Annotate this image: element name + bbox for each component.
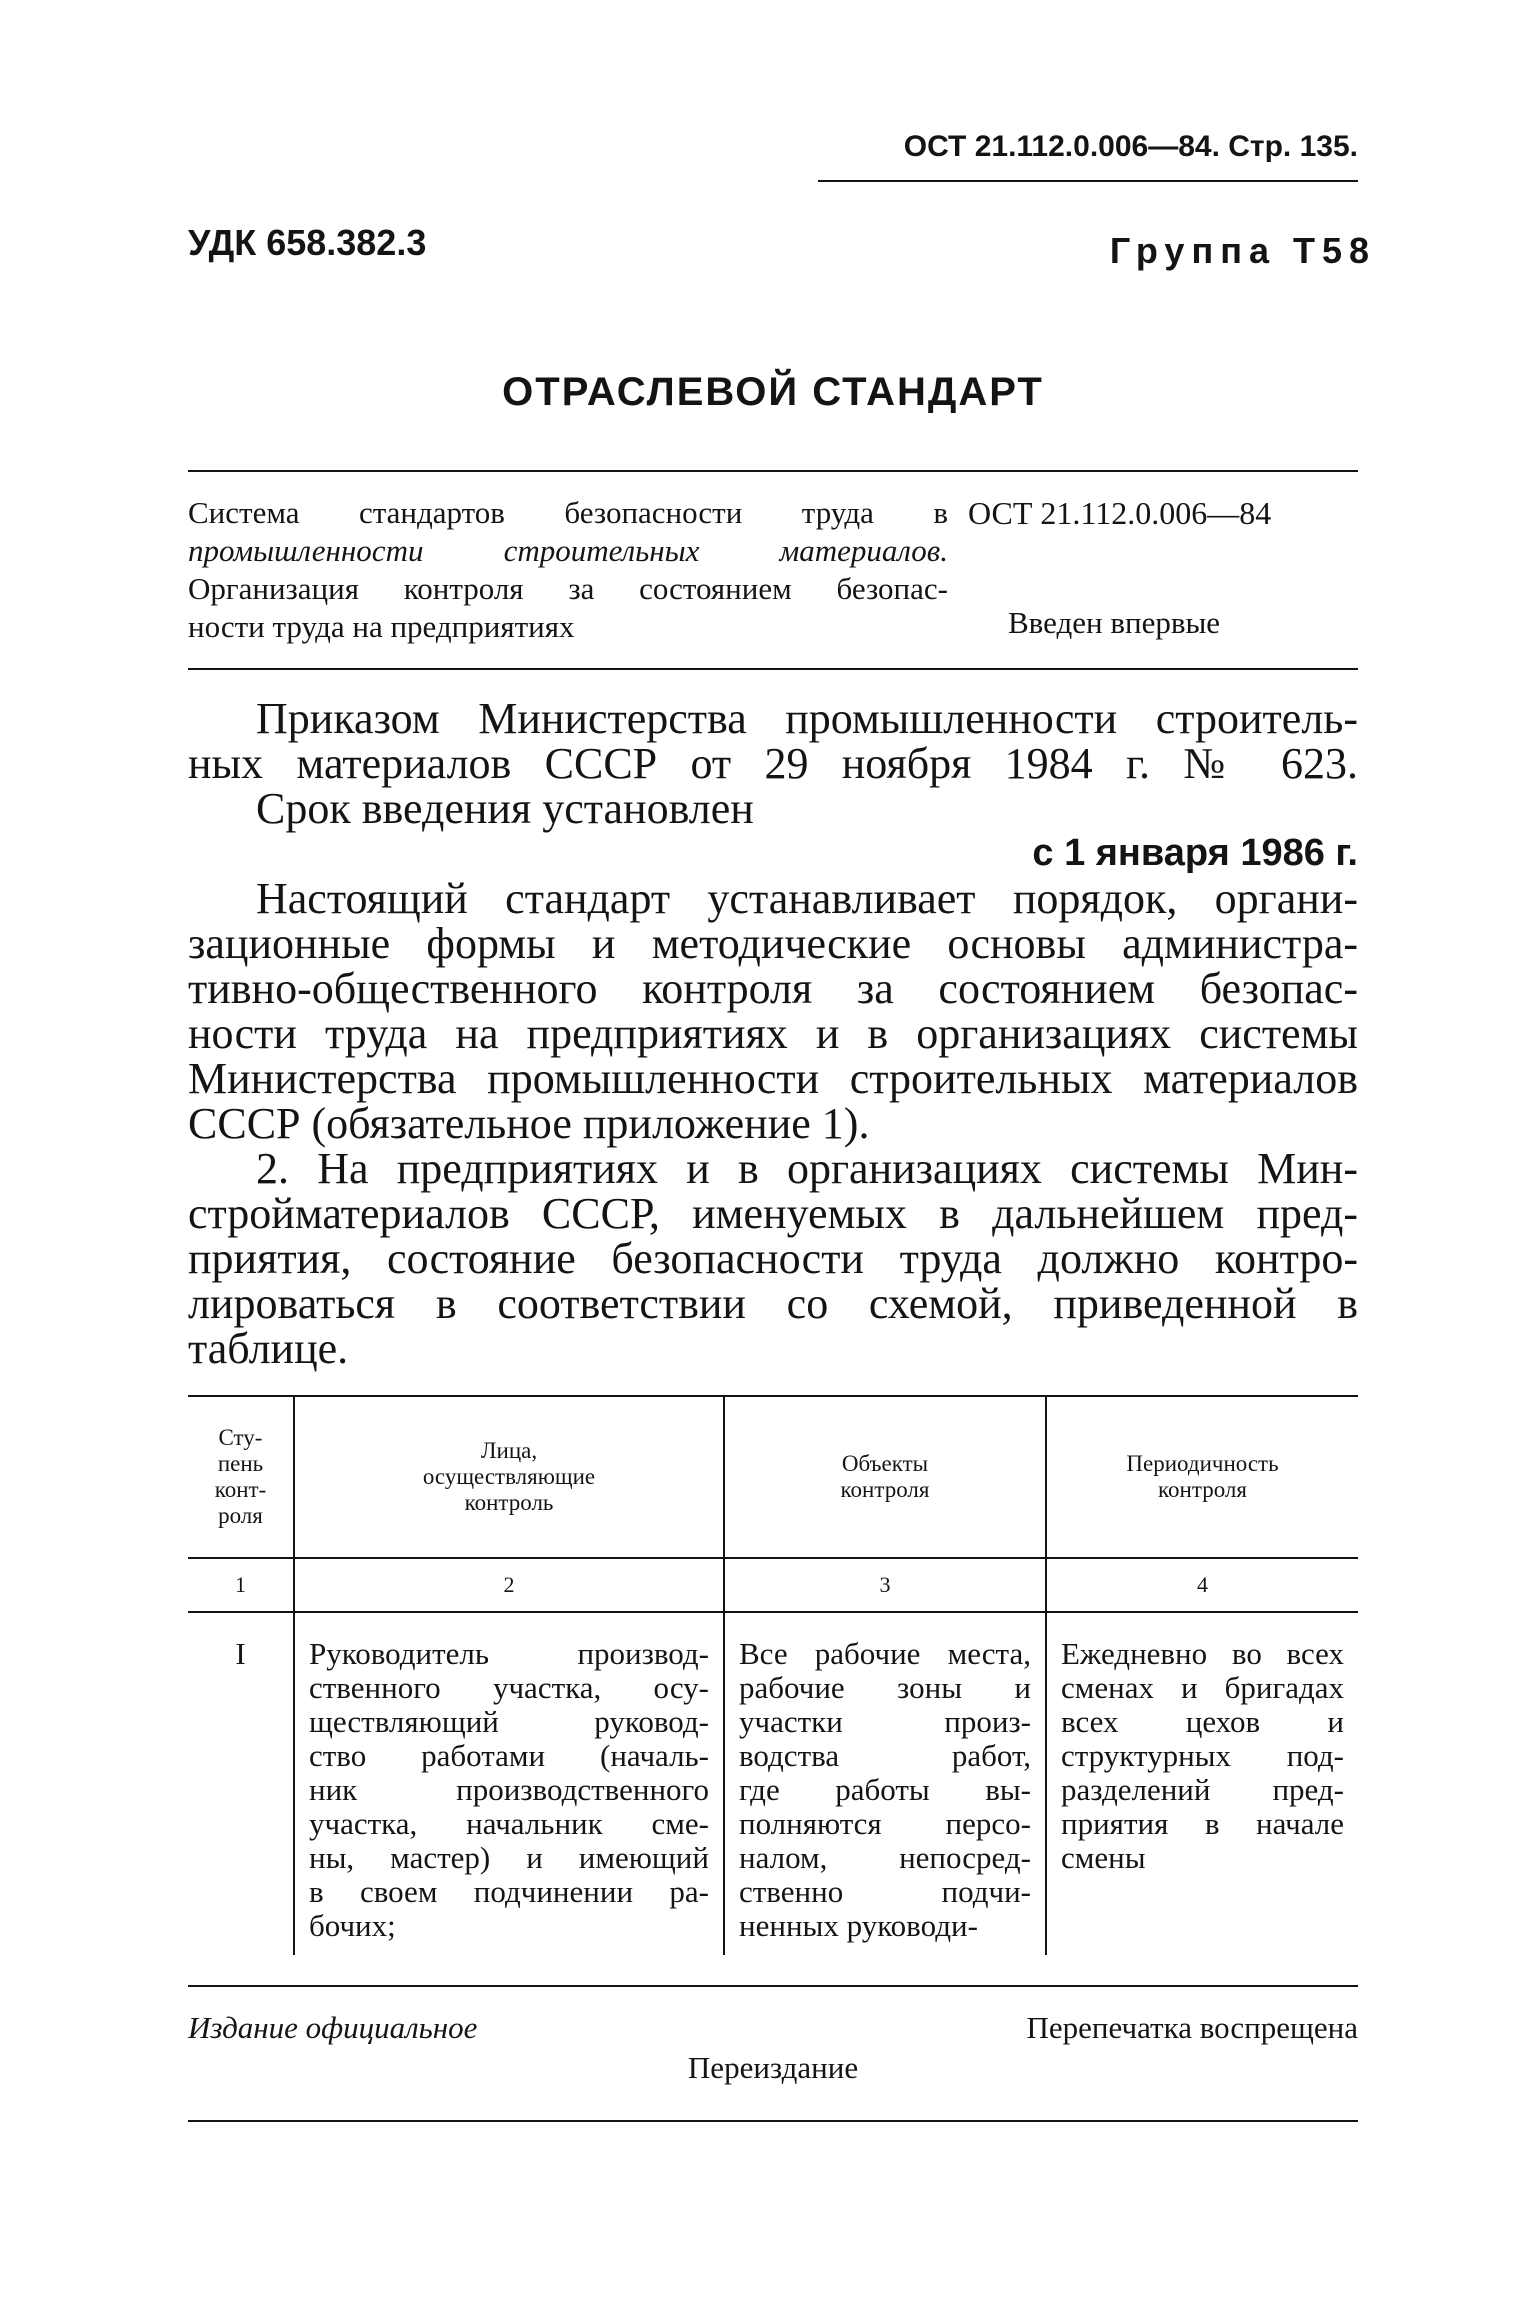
footer-rule: [188, 2120, 1358, 2122]
control-scheme-table: [188, 1395, 1358, 1955]
header-frequency: Периодичность контроля: [1046, 1396, 1358, 1558]
column-number: 3: [724, 1558, 1046, 1612]
official-edition-note: Издание официальное: [188, 2010, 478, 2045]
standard-page-reference: ОСТ 21.112.0.006—84. Стр. 135.: [903, 130, 1358, 163]
standard-code: ОСТ 21.112.0.006—84: [968, 495, 1272, 531]
term-label: Срок введения установлен: [256, 784, 754, 833]
standard-title-line: промышленности строительных материалов.: [188, 533, 948, 568]
paragraph-2-line: таблице.: [188, 1324, 349, 1373]
paragraph-1-line: Министерства промышленности строительных материалов: [188, 1054, 1358, 1103]
introduced-note: Введен впервые: [1008, 605, 1221, 640]
standard-title: [188, 494, 948, 646]
column-number-row: [188, 1558, 1358, 1612]
order-line: Приказом Министерства промышленности строитель-: [256, 694, 1358, 743]
paragraph-1-line: СССР (обязательное приложение 1).: [188, 1099, 870, 1148]
paragraph-2-line: 2. На предприятиях и в организациях системы Мин-: [256, 1144, 1358, 1193]
cell-objects: Все рабочие места, рабочие зоны и участки произ- водства работ, где работы вы- полняются персо- налом, непосред- ственно подчи- ненных руководи-: [724, 1612, 1046, 1955]
paragraph-2-line: приятия, состояние безопасности труда должно контро-: [188, 1234, 1358, 1283]
table-row: [188, 1612, 1358, 1955]
cell-frequency: Ежедневно во всех сменах и бригадах всех цехов и структурных под- разделений пред- приятия в начале смены: [1046, 1612, 1358, 1955]
header-objects: Объекты контроля: [724, 1396, 1046, 1558]
paragraph-2-line: стройматериалов СССР, именуемых в дальнейшем пред-: [188, 1189, 1358, 1238]
document-type-title: ОТРАСЛЕВОЙ СТАНДАРТ: [502, 370, 1044, 414]
order-line: ных материалов СССР от 29 ноября 1984 г. № 623.: [188, 739, 1358, 788]
cell-persons: Руководитель производ- ственного участка, осу- ществляющий руковод- ство работами (началь- ник производственного участка, начальник сме- ны, мастер) и имеющий в своем подчинении ра- бочих;: [294, 1612, 724, 1955]
paragraph-1-line: зационные формы и методические основы администра-: [188, 919, 1358, 968]
column-number: 4: [1046, 1558, 1358, 1612]
standard-title-line: ности труда на предприятиях: [188, 609, 575, 644]
reissue-note: Переиздание: [687, 2050, 859, 2085]
paragraph-1-line: тивно-общественного контроля за состоянием безопас-: [188, 964, 1358, 1013]
term-date: с 1 января 1986 г.: [1032, 832, 1358, 874]
divider-top: [188, 470, 1358, 472]
table-header-row: [188, 1396, 1358, 1558]
paragraph-1-line: ности труда на предприятиях и в организациях системы: [188, 1009, 1358, 1058]
udc-code: УДК 658.382.3: [188, 222, 427, 263]
header-underline: [818, 180, 1358, 182]
standard-title-line: Система стандартов безопасности труда в: [188, 495, 948, 530]
standard-info-block: [188, 494, 1358, 664]
paragraph-1-line: Настоящий стандарт устанавливает порядок, органи-: [256, 874, 1358, 923]
divider-bottom: [188, 668, 1358, 670]
cell-level: I: [235, 1636, 246, 1671]
group-code: Группа Т58: [1109, 230, 1376, 271]
header-persons: Лица, осуществляющие контроль: [294, 1396, 724, 1558]
paragraph-2-line: лироваться в соответствии со схемой, приведенной в: [188, 1279, 1358, 1328]
body-text: [188, 696, 1358, 1371]
table-bottom-rule: [188, 1985, 1358, 1987]
reprint-prohibited-note: Перепечатка воспрещена: [1026, 2010, 1358, 2045]
header-level: Сту- пень конт- роля: [188, 1396, 294, 1558]
column-number: 1: [188, 1558, 294, 1612]
standard-title-line: Организация контроля за состоянием безопас-: [188, 571, 948, 606]
column-number: 2: [294, 1558, 724, 1612]
